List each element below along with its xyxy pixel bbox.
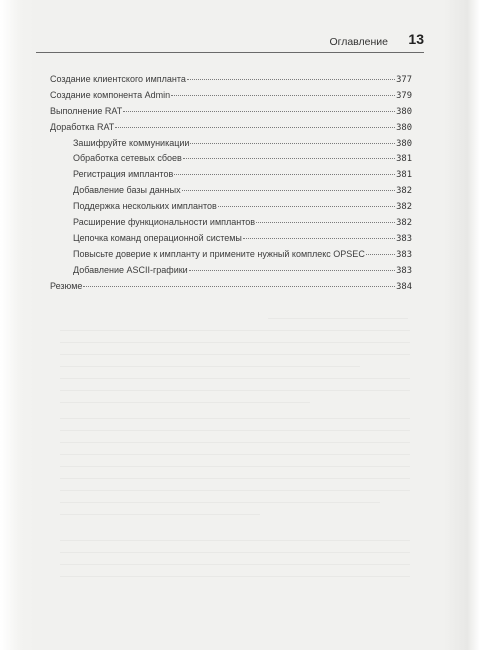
toc-entry-page: 380 [396,106,412,117]
toc-entry-page: 383 [396,249,412,260]
toc-dot-leader [115,127,395,128]
toc-dot-leader [256,222,395,223]
toc-entry-title: Создание компонента Admin [50,89,171,100]
toc-entry-page: 377 [396,75,412,85]
toc-dot-leader [189,270,395,271]
toc-dot-leader [366,254,395,255]
toc-entry-page: 383 [396,233,412,244]
toc-dot-leader [174,174,395,175]
toc-entry [50,90,412,106]
toc-entry-title: Выполнение RAT [50,105,123,116]
toc-entry-page: 381 [396,170,412,181]
toc-entry-title: Добавление ASCII-графики [73,264,188,275]
toc-entry [50,153,412,169]
toc-dot-leader [183,158,395,159]
toc-entry [50,249,412,265]
toc-dot-leader [123,111,395,112]
toc-entry-page: 380 [396,138,412,149]
toc-dot-leader [190,143,395,144]
toc-entry-page: 380 [396,122,412,133]
toc-entry-title: Зашифруйте коммуникации [73,137,190,148]
toc-entry-title: Создание клиентского импланта [50,74,186,84]
toc-entry-title: Регистрация имплантов [73,169,174,180]
toc-dot-leader [187,79,395,80]
toc-entry [50,217,412,233]
toc-entry-page: 384 [396,281,412,292]
toc-entry-title: Резюме [50,280,83,291]
toc-dot-leader [83,286,395,287]
toc-entry-title: Доработка RAT [50,121,115,132]
toc-entry-page: 381 [396,154,412,165]
toc-entry-page: 382 [396,186,412,197]
toc-entry [50,122,412,138]
toc-entry-title: Расширение функциональности имплантов [73,217,256,228]
toc-entry-page: 379 [396,90,412,101]
toc-entry-page: 382 [396,218,412,229]
toc-entry-title: Повысьте доверие к импланту и примените нужный комплекс OPSEC [73,248,365,259]
page-number: 13 [408,31,424,47]
toc-entry [50,201,412,217]
toc-dot-leader [243,238,395,239]
toc-entry [50,265,412,281]
toc-dot-leader [218,206,395,207]
toc-entry [50,106,412,122]
toc-entry-page: 383 [396,265,412,276]
table-of-contents [50,74,412,296]
toc-entry [50,185,412,201]
toc-entry [50,233,412,249]
toc-dot-leader [182,190,396,191]
toc-entry-title: Обработка сетевых сбоев [73,153,182,164]
toc-entry-page: 382 [396,202,412,213]
toc-entry-title: Поддержка нескольких имплантов [73,201,217,212]
toc-entry [50,169,412,185]
toc-entry [50,281,412,297]
toc-dot-leader [171,95,395,96]
running-header [36,30,424,53]
toc-entry-title: Добавление базы данных [73,185,181,196]
running-header-title: Оглавление [329,36,388,48]
toc-entry [50,138,412,154]
toc-entry-title: Цепочка команд операционной системы [73,232,242,243]
toc-entry [50,74,412,90]
